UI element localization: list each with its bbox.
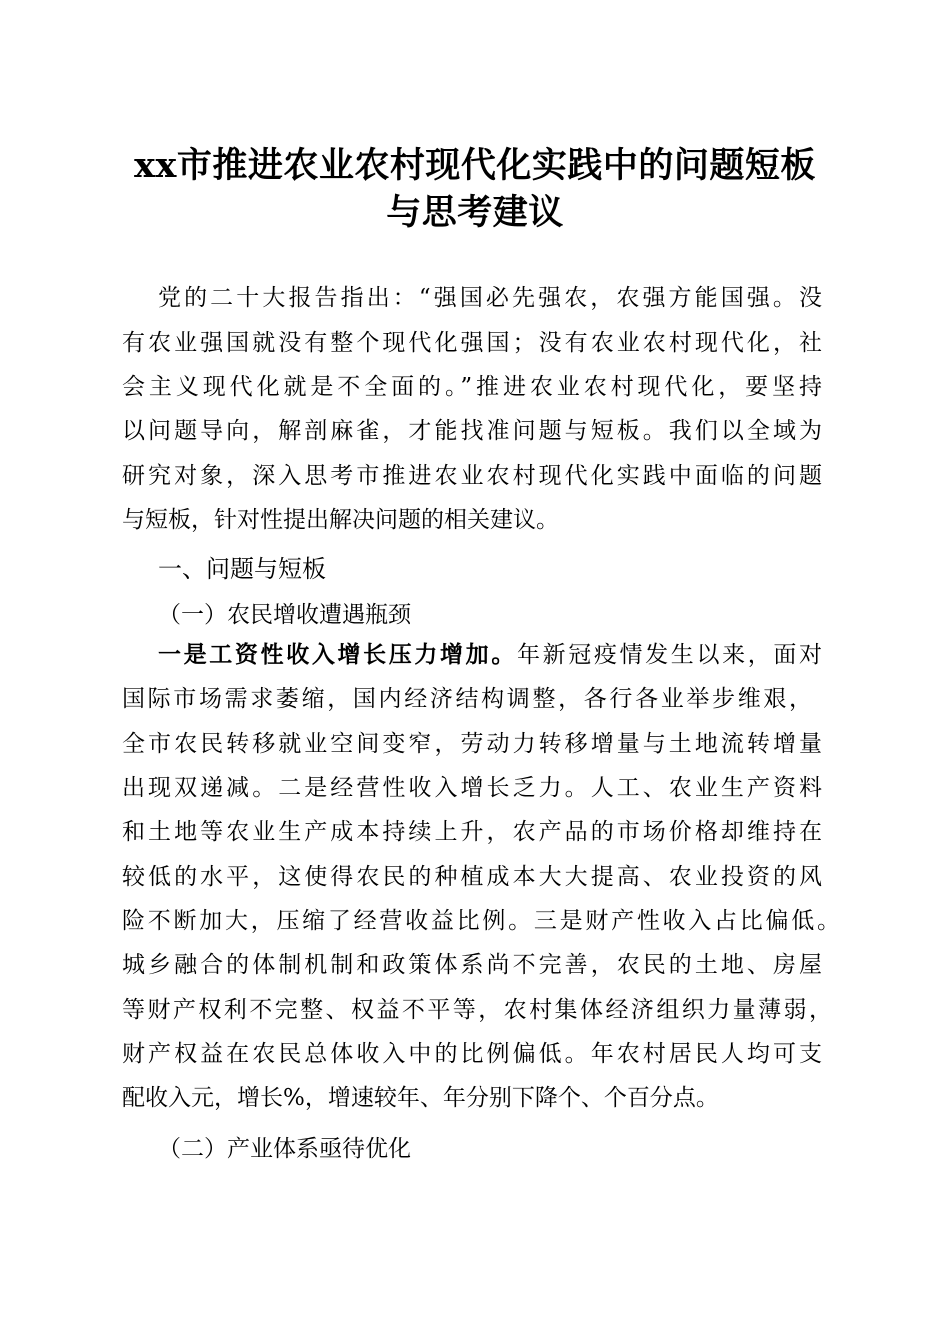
paragraph-line-9: 等财产权利不完整、权益不平等，农村集体经济组织力量薄弱， (122, 997, 832, 1023)
paragraph-bold-lead: 一是工资性收入增长压力增加。 (158, 641, 517, 668)
intro-line-5: 研究对象，深入思考市推进农业农村现代化实践中面临的问题 (122, 463, 822, 489)
paragraph-line-11: 配收入元，增长%，增速较年、年分别下降个、个百分点。 (122, 1085, 719, 1111)
intro-line-4: 以问题导向，解剖麻雀，才能找准问题与短板。我们以全域为 (122, 418, 822, 444)
paragraph-line-10: 财产权益在农民总体收入中的比例偏低。年农村居民人均可支 (122, 1041, 822, 1067)
intro-line-1: 党的二十大报告指出：“强国必先强农，农强方能国强。没 (158, 285, 822, 311)
paragraph-first-line (158, 640, 822, 670)
section-heading: 一、问题与短板 (158, 555, 326, 583)
document-title-line-1: xx市推进农业农村现代化实践中的问题短板 (134, 145, 816, 186)
paragraph-line-4: 出现双递减。二是经营性收入增长乏力。人工、农业生产资料 (122, 775, 822, 801)
paragraph-line-6: 较低的水平，这使得农民的种植成本大大提高、农业投资的风 (122, 864, 822, 890)
paragraph-line-5: 和土地等农业生产成本持续上升，农产品的市场价格却维持在 (122, 819, 822, 845)
subsection-heading-2: （二）产业体系亟待优化 (158, 1136, 411, 1162)
subsection-heading-1: （一）农民增收遭遇瓶颈 (158, 602, 411, 628)
intro-line-3: 会主义现代化就是不全面的。”推进农业农村现代化，要坚持 (122, 374, 822, 400)
document-title-line-2: 与思考建议 (386, 192, 564, 233)
intro-line-6: 与短板，针对性提出解决问题的相关建议。 (122, 507, 559, 533)
intro-line-2: 有农业强国就没有整个现代化强国；没有农业农村现代化，社 (122, 330, 822, 356)
paragraph-lead-rest: 年新冠疫情发生以来，面对 (516, 642, 823, 668)
paragraph-line-3: 全市农民转移就业空间变窄，劳动力转移增量与土地流转增量 (122, 731, 822, 757)
paragraph-line-7: 险不断加大，压缩了经营收益比例。三是财产性收入占比偏低。 (122, 908, 840, 934)
paragraph-line-2: 国际市场需求萎缩，国内经济结构调整，各行各业举步维艰， (122, 686, 812, 712)
paragraph-line-8: 城乡融合的体制机制和政策体系尚不完善，农民的土地、房屋 (122, 952, 822, 978)
